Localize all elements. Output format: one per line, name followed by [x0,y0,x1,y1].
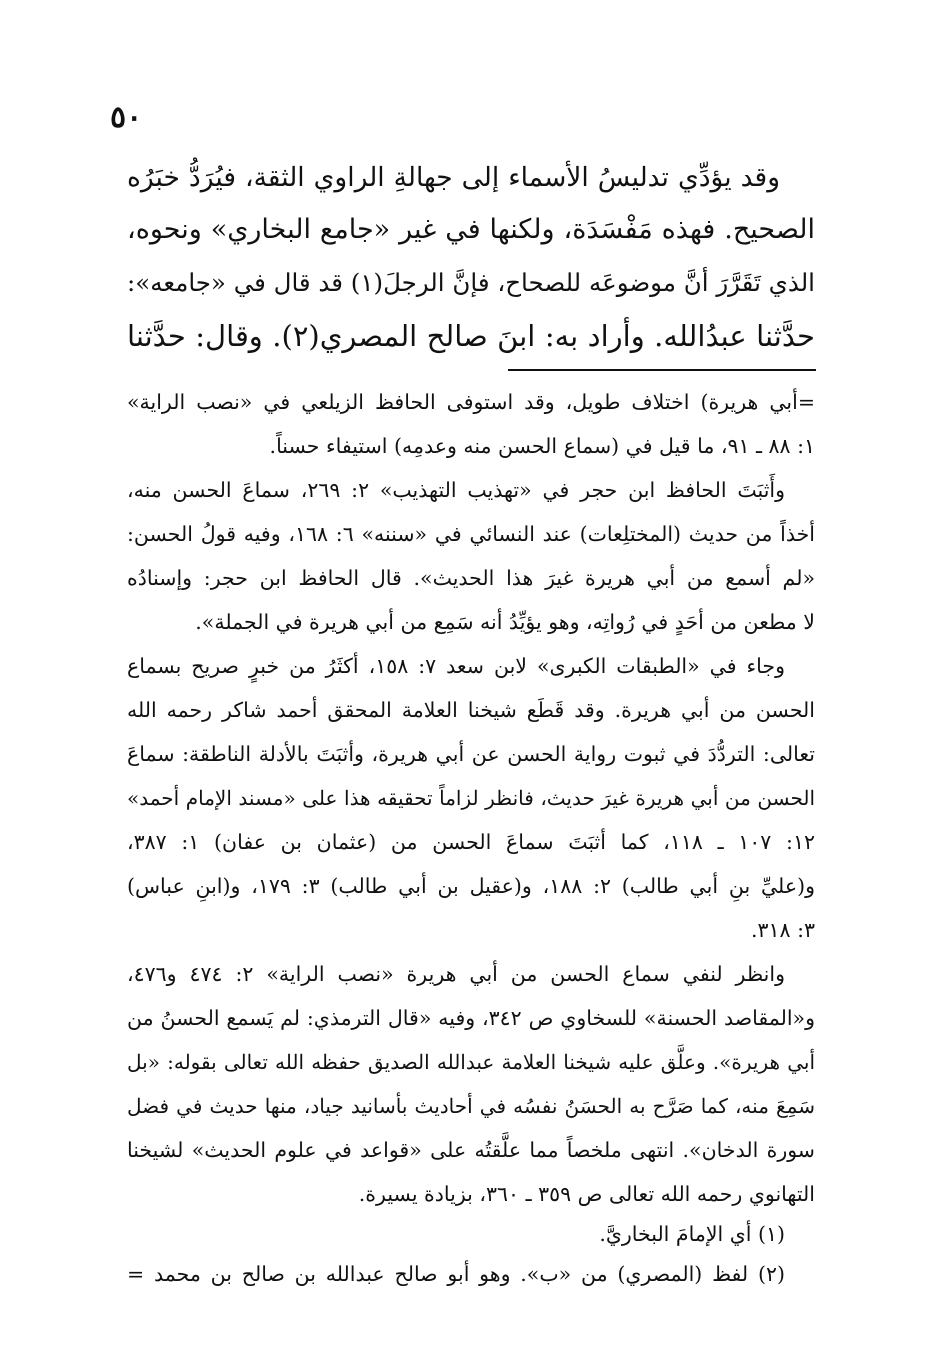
footnote-line: لا مطعن من أحَدٍ في رُواتِه، وهو يؤيِّدُ أنه سَمِع من أبي هريرة في الجملة». [195,610,815,634]
footnote-line: ١: ٨٨ ـ ٩١، ما قيل في (سماع الحسن منه وعدمِه) استيفاء حسناً. [269,434,815,458]
footnote-line: و(عليِّ بنِ أبي طالب) ٢: ١٨٨، و(عقيل بن أبي طالب) ٣: ١٧٩، و(ابنِ عباس) [127,874,815,898]
footnote-line: التهانوي رحمه الله تعالى ص ٣٥٩ ـ ٣٦٠، بزيادة يسيرة. [358,1182,815,1206]
footnote-line: وأَثبَتَ الحافظ ابن حجر في «تهذيب التهذيب» ٢: ٢٦٩، سماعَ الحسن منه، [127,478,785,502]
footnote-line: و«المقاصد الحسنة» للسخاوي ص ٣٤٢، وفيه «قال الترمذي: لم يَسمع الحسنُ من [127,1006,815,1030]
footnote-line: وانظر لنفي سماع الحسن من أبي هريرة «نصب الراية» ٢: ٤٧٤ و٤٧٦، [127,962,785,986]
footnote-line: الحسن من أبي هريرة. وقد قَطَع شيخنا العلامة المحقق أحمد شاكر رحمه الله [127,698,815,722]
footnote-line: «لم أسمع من أبي هريرة غيرَ هذا الحديث». قال الحافظ ابن حجر: وإسنادُه [127,566,815,590]
footnote-line: ٣: ٣١٨. [750,918,815,942]
footnote-line: الحسن من أبي هريرة غيرَ حديث، فانظر لزاماً تحقيقه هذا على «مسند الإمام أحمد» [127,786,815,810]
footnote-line: أبي هريرة». وعلَّق عليه شيخنا العلامة عبدالله الصديق حفظه الله تعالى بقوله: «بل [127,1050,815,1074]
main-line: وقد يؤدِّي تدليسُ الأسماء إلى جهالةِ الراوي الثقة، فيُرَدُّ خبَرُه [127,162,780,193]
main-line: حدَّثنا عبدُالله. وأراد به: ابنَ صالح المصري(٢). وقال: حدَّثنا [127,319,815,353]
footnote-line: ١٢: ١٠٧ ـ ١١٨، كما أثبَتَ سماعَ الحسن من (عثمان بن عفان) ١: ٣٨٧، [127,830,815,854]
footnote-line: سورة الدخان». انتهى ملخصاً مما علَّقتُه على «قواعد في علوم الحديث» لشيخنا [127,1138,815,1162]
footnote-note-1: (١) أي الإمامَ البخاريَّ. [599,1222,785,1246]
main-line: الصحيح. فهذه مَفْسَدَة، ولكنها في غير «جامع البخاري» ونحوه، [127,214,815,245]
footnote-line: تعالى: التردُّدَ في ثبوت رواية الحسن عن أبي هريرة، وأثبَتَ بالأدلة الناطقة: سماعَ [127,742,815,766]
main-line: الذي تَقَرَّرَ أنَّ موضوعَه للصحاح، فإنَّ الرجلَ(١) قد قال في «جامعه»: [127,268,815,297]
page-number: ٥٠ [110,100,143,135]
footnote-line: وجاء في «الطبقات الكبرى» لابن سعد ٧: ١٥٨، أكثَرُ من خبرٍ صريح بسماع [127,654,785,678]
footnote-note-2: (٢) لفظ (المصري) من «ب». وهو أبو صالح عبدالله بن صالح بن محمد = [127,1262,785,1286]
footnote-line: أخذاً من حديث (المختلِعات) عند النسائي في «سننه» ٦: ١٦٨، وفيه قولُ الحسن: [127,522,815,546]
footnote-separator [508,369,816,371]
footnote-line: سَمِعَ منه، كما صَرَّح به الحسَنُ نفسُه في أحاديث بأسانيد جياد، منها حديث في فضل [127,1094,815,1118]
footnote-line: =أبي هريرة) اختلاف طويل، وقد استوفى الحافظ الزيلعي في «نصب الراية» [127,390,815,414]
